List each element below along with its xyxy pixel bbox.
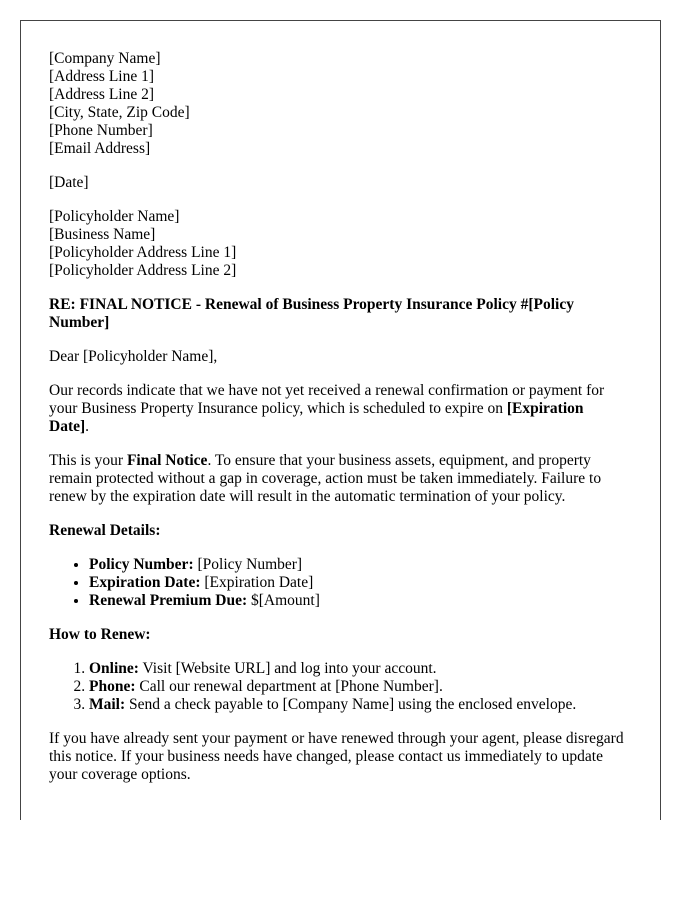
how-to-renew-heading-text: How to Renew: xyxy=(49,626,151,643)
renewal-premium-label: Renewal Premium Due: xyxy=(89,592,248,609)
letter-content xyxy=(49,50,627,784)
list-item xyxy=(89,660,627,678)
mail-value: Send a check payable to [Company Name] using the enclosed envelope. xyxy=(125,696,577,713)
phone-value: Call our renewal department at [Phone Number]. xyxy=(135,678,443,695)
phone-label: Phone: xyxy=(89,678,136,695)
expiration-date-value: [Expiration Date] xyxy=(200,574,314,591)
paragraph-expiration-text: Our records indicate that we have not yet received a renewal confirmation or payment for your Business Property Insurance policy, which is scheduled to expire on xyxy=(49,382,605,417)
policy-number-value: [Policy Number] xyxy=(193,556,303,573)
recipient-address-line-2: [Policyholder Address Line 2] xyxy=(49,262,237,279)
list-item xyxy=(89,592,627,610)
how-to-renew-heading xyxy=(49,626,627,644)
sender-email: [Email Address] xyxy=(49,140,151,157)
letter-date: [Date] xyxy=(49,174,89,191)
renewal-details-heading xyxy=(49,522,627,540)
salutation: Dear [Policyholder Name], xyxy=(49,348,218,365)
online-value: Visit [Website URL] and log into your account. xyxy=(138,660,437,677)
how-to-renew-list xyxy=(49,660,627,714)
recipient-address-line-1: [Policyholder Address Line 1] xyxy=(49,244,237,261)
paragraph-final-notice-start: This is your xyxy=(49,452,127,469)
list-item xyxy=(89,574,627,592)
list-item xyxy=(89,678,627,696)
recipient-business-name: [Business Name] xyxy=(49,226,156,243)
sender-address-line-1: [Address Line 1] xyxy=(49,68,155,85)
list-item xyxy=(89,696,627,714)
expiration-date-label: Expiration Date: xyxy=(89,574,201,591)
closing-paragraph: If you have already sent your payment or have renewed through your agent, please disregard this notice. If your business needs have changed, please contact us immediately to update your coverage options. xyxy=(49,730,624,783)
subject-line xyxy=(49,296,627,332)
list-item xyxy=(89,556,627,574)
recipient-name: [Policyholder Name] xyxy=(49,208,180,225)
sender-address-block xyxy=(49,50,627,158)
letter-page xyxy=(20,20,661,820)
mail-label: Mail: xyxy=(89,696,126,713)
final-notice-bold: Final Notice xyxy=(126,452,208,469)
sender-company-name: [Company Name] xyxy=(49,50,161,67)
sender-phone: [Phone Number] xyxy=(49,122,153,139)
renewal-premium-value: $[Amount] xyxy=(247,592,320,609)
paragraph-expiration-notice xyxy=(49,382,627,436)
sender-address-line-2: [Address Line 2] xyxy=(49,86,155,103)
paragraph-final-notice-text: . To ensure that your business assets, equipment, and property remain protected without a gap in coverage, action must be taken immediately. Failure to renew by the expiration date will result in the automatic termination of your policy. xyxy=(49,452,602,505)
sender-city-state-zip: [City, State, Zip Code] xyxy=(49,104,190,121)
renewal-details-list xyxy=(49,556,627,610)
paragraph-expiration-end: . xyxy=(85,418,90,435)
subject-text: RE: FINAL NOTICE - Renewal of Business Property Insurance Policy #[Policy Number] xyxy=(49,296,574,331)
policy-number-label: Policy Number: xyxy=(89,556,194,573)
online-label: Online: xyxy=(89,660,139,677)
renewal-details-heading-text: Renewal Details: xyxy=(49,522,161,539)
expiration-date-bold: [Expiration Date] xyxy=(49,400,584,435)
paragraph-final-notice xyxy=(49,452,627,506)
recipient-address-block xyxy=(49,208,627,280)
